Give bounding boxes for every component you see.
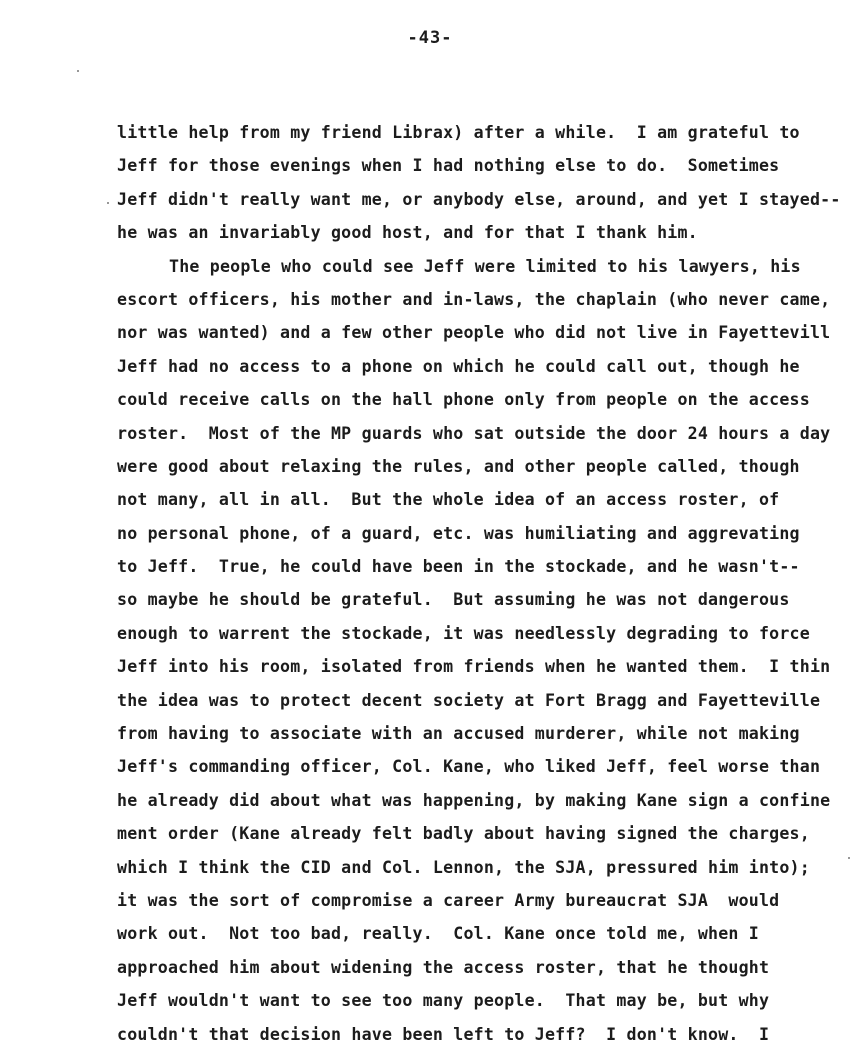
text-line: the idea was to protect decent society at Fort Bragg and Fayetteville	[117, 690, 821, 710]
text-line: ment order (Kane already felt badly about having signed the charges,	[117, 824, 810, 844]
text-line: approached him about widening the access roster, that he thought	[117, 957, 770, 977]
paragraph-first-line: The people who could see Jeff were limited to his lawyers, his	[169, 256, 801, 276]
text-line: were good about relaxing the rules, and other people called, though	[117, 456, 800, 476]
text-line: could receive calls on the hall phone only from people on the access	[117, 390, 810, 410]
text-line: Jeff had no access to a phone on which he could call out, though he	[117, 356, 800, 376]
text-line: work out. Not too bad, really. Col. Kane once told me, when I	[117, 924, 759, 944]
text-line: no personal phone, of a guard, etc. was humiliating and aggrevating	[117, 523, 800, 543]
text-line: enough to warrent the stockade, it was needlessly degrading to force	[117, 623, 810, 643]
typewritten-body-text	[117, 116, 860, 1051]
text-line: Jeff for those evenings when I had nothing else to do. Sometimes	[117, 156, 780, 176]
text-line: couldn't that decision have been left to Jeff? I don't know. I	[117, 1024, 770, 1044]
page-number: -43-	[407, 28, 453, 48]
text-line: he already did about what was happening, by making Kane sign a confine	[117, 790, 831, 810]
scan-speck	[77, 70, 79, 72]
text-line: Jeff into his room, isolated from friends when he wanted them. I thin	[117, 657, 831, 677]
scan-speck	[107, 202, 109, 204]
text-line: nor was wanted) and a few other people who did not live in Fayettevill	[117, 323, 831, 343]
text-line: which I think the CID and Col. Lennon, the SJA, pressured him into);	[117, 857, 810, 877]
text-line: Jeff wouldn't want to see too many people. That may be, but why	[117, 991, 770, 1011]
text-line: Jeff didn't really want me, or anybody else, around, and yet I stayed--	[117, 189, 841, 209]
text-line: little help from my friend Librax) after a while. I am grateful to	[117, 123, 800, 142]
text-line: roster. Most of the MP guards who sat outside the door 24 hours a day	[117, 423, 831, 443]
text-line: not many, all in all. But the whole idea of an access roster, of	[117, 490, 780, 510]
text-line: escort officers, his mother and in-laws, the chaplain (who never came,	[117, 289, 831, 309]
text-line: to Jeff. True, he could have been in the stockade, and he wasn't--	[117, 557, 800, 577]
text-line: it was the sort of compromise a career Army bureaucrat SJA would	[117, 890, 780, 910]
text-line: from having to associate with an accused murderer, while not making	[117, 724, 800, 744]
text-line: he was an invariably good host, and for that I thank him.	[117, 223, 698, 243]
text-line: Jeff's commanding officer, Col. Kane, who liked Jeff, feel worse than	[117, 757, 821, 777]
text-line: so maybe he should be grateful. But assuming he was not dangerous	[117, 590, 790, 610]
